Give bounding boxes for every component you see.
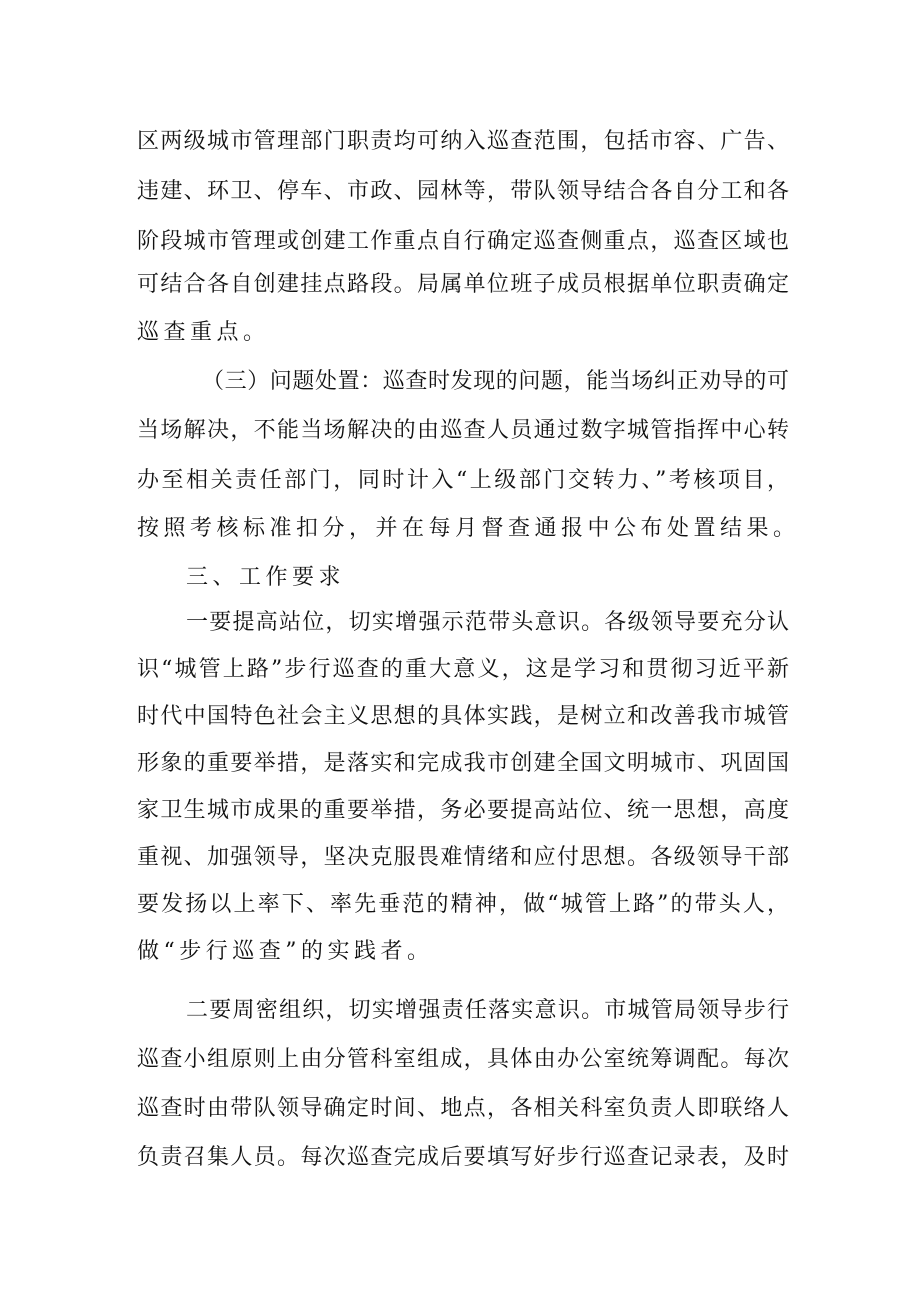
text-line: 重视、加强领导，坚决克服畏难情绪和应付思想。各级领导干部: [137, 845, 789, 870]
section-heading: 三、工作要求: [186, 565, 346, 590]
text-line: 按照考核标准扣分，并在每月督查通报中公布处置结果。: [137, 516, 800, 541]
text-line: 巡查重点。: [137, 320, 270, 345]
text-line: 阶段城市管理或创建工作重点自行确定巡查侧重点，巡查区域也: [137, 229, 789, 254]
text-line: 负责召集人员。每次巡查完成后要填写好步行巡查记录表，及时: [137, 1145, 789, 1170]
text-line: 要发扬以上率下、率先垂范的精神，做“城管上路”的带头人，: [137, 892, 789, 917]
text-line: 区两级城市管理部门职责均可纳入巡查范围，包括市容、广告、: [137, 129, 789, 154]
text-line: 巡查时由带队领导确定时间、地点，各相关科室负责人即联络人: [137, 1096, 789, 1121]
section-heading-line: （三）问题处置：巡查时发现的问题，能当场纠正劝导的可: [202, 369, 789, 394]
text-line: 时代中国特色社会主义思想的具体实践，是树立和改善我市城管: [137, 704, 789, 729]
text-line: 违建、环卫、停车、市政、园林等，带队领导结合各自分工和各: [137, 179, 789, 204]
text-line: 识“城管上路”步行巡查的重大意义，这是学习和贯彻习近平新: [137, 657, 789, 682]
text-line: 形象的重要举措，是落实和完成我市创建全国文明城市、巩固国: [137, 751, 789, 776]
text-line: 可结合各自创建挂点路段。局属单位班子成员根据单位职责确定: [137, 272, 789, 297]
paragraph-first-line: 一要提高站位，切实增强示范带头意识。各级领导要充分认: [186, 610, 789, 635]
text-line: 当场解决，不能当场解决的由巡查人员通过数字城管指挥中心转: [137, 418, 789, 443]
text-line: 做“步行巡查”的实践者。: [137, 939, 434, 964]
text-line: 巡查小组原则上由分管科室组成，具体由办公室统筹调配。每次: [137, 1047, 789, 1072]
paragraph-first-line: 二要周密组织，切实增强责任落实意识。市城管局领导步行: [186, 998, 789, 1023]
text-line: 办至相关责任部门，同时计入“上级部门交转力、”考核项目，: [137, 468, 789, 493]
text-line: 家卫生城市成果的重要举措，务必要提高站位、统一思想，高度: [137, 798, 789, 823]
